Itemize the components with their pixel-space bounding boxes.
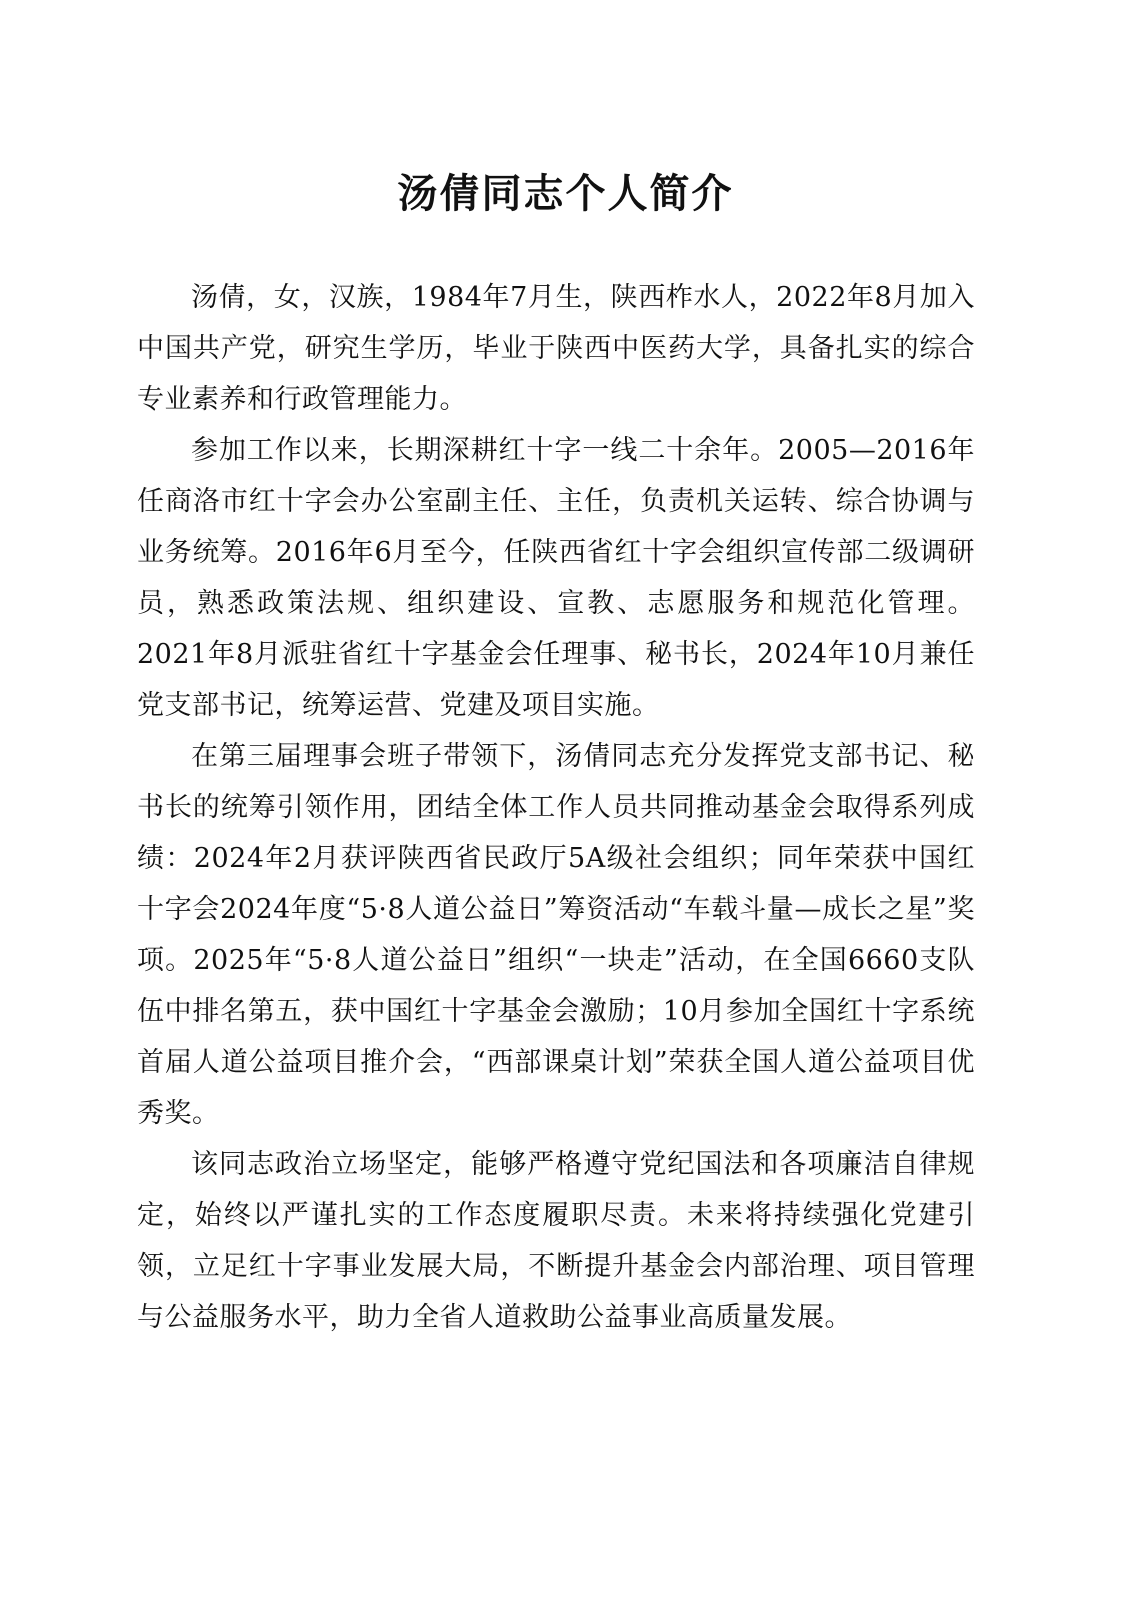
paragraph-basic-info: 汤倩，女，汉族，1984年7月生，陕西柞水人，2022年8月加入中国共产党，研究生学历，毕业于陕西中医药大学，具备扎实的综合专业素养和行政管理能力。 (137, 282, 975, 415)
document-title: 汤倩同志个人简介 (397, 170, 734, 217)
document-body (137, 272, 975, 1343)
paragraph-evaluation: 该同志政治立场坚定，能够严格遵守党纪国法和各项廉洁自律规定，始终以严谨扎实的工作态度履职尽责。未来将持续强化党建引领，立足红十字事业发展大局，不断提升基金会内部治理、项目管理与公益服务水平，助力全省人道救助公益事业高质量发展。 (137, 1149, 975, 1333)
paragraph-work-experience: 参加工作以来，长期深耕红十字一线二十余年。2005—2016年任商洛市红十字会办公室副主任、主任，负责机关运转、综合协调与业务统筹。2016年6月至今，任陕西省红十字会组织宣传部二级调研员，熟悉政策法规、组织建设、宣教、志愿服务和规范化管理。2021年8月派驻省红十字基金会任理事、秘书长，2024年10月兼任党支部书记，统筹运营、党建及项目实施。 (137, 435, 975, 721)
paragraph-achievements: 在第三届理事会班子带领下，汤倩同志充分发挥党支部书记、秘书长的统筹引领作用，团结全体工作人员共同推动基金会取得系列成绩：2024年2月获评陕西省民政厅5A级社会组织；同年荣获中国红十字会2024年度“5·8人道公益日”筹资活动“车载斗量—成长之星”奖项。2025年“5·8人道公益日”组织“一块走”活动，在全国6660支队伍中排名第五，获中国红十字基金会激励；10月参加全国红十字系统首届人道公益项目推介会，“西部课桌计划”荣获全国人道公益项目优秀奖。 (137, 741, 975, 1129)
